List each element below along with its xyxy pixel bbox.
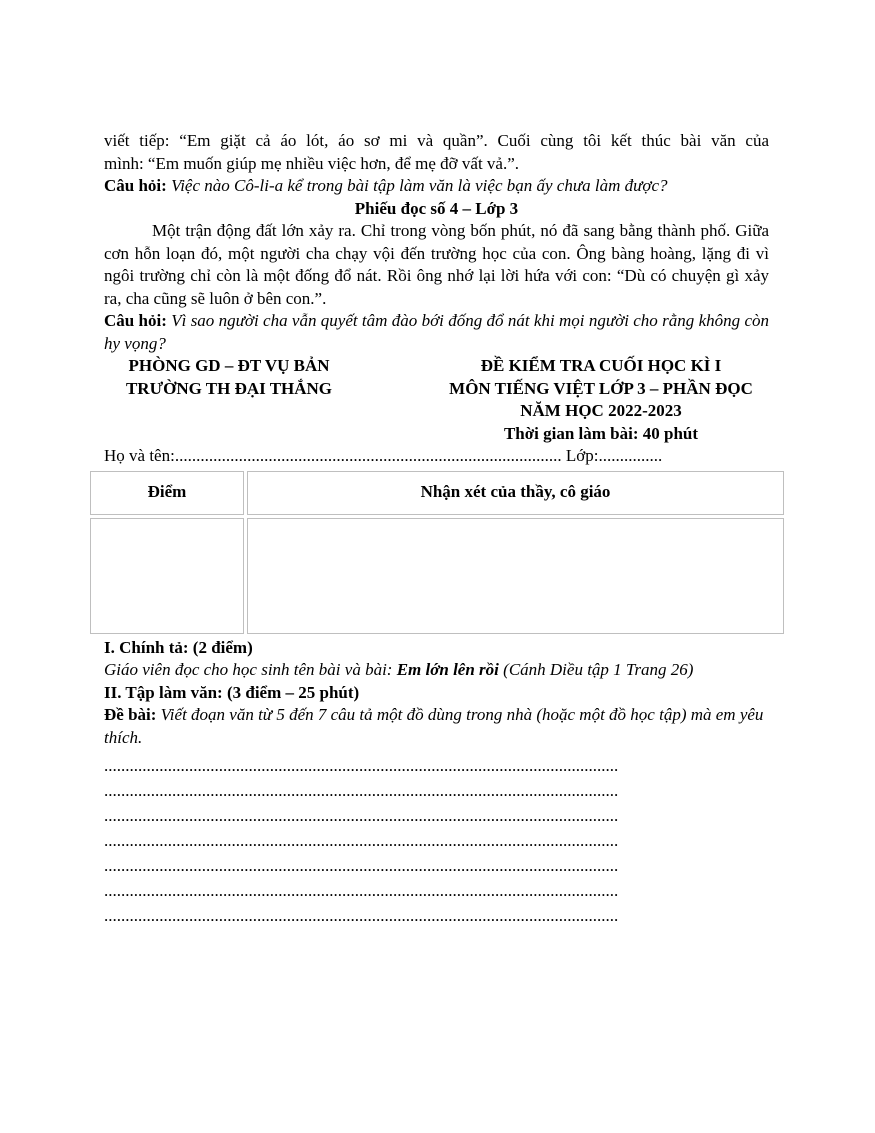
score-cell[interactable] [90, 518, 244, 634]
school-year: NĂM HỌC 2022-2023 [520, 401, 682, 420]
comment-header: Nhận xét của thầy, cô giáo [247, 471, 784, 515]
school-block [94, 355, 364, 445]
writing-line[interactable]: ......................................................................................................................... [104, 881, 619, 900]
writing-line[interactable]: ......................................................................................................................... [104, 906, 619, 925]
reading-title: Phiếu đọc số 4 – Lớp 3 [354, 198, 519, 218]
name-field[interactable]: ........................................................................................... [174, 446, 562, 465]
question-label: Câu hỏi: [104, 176, 167, 195]
question-3 [104, 175, 769, 198]
exam-title-block [401, 355, 801, 445]
name-label: Họ và tên: [104, 446, 175, 465]
comment-cell[interactable] [247, 518, 784, 634]
dictation-title: Em lớn lên rồi [396, 660, 499, 679]
writing-line[interactable]: ......................................................................................................................... [104, 856, 619, 875]
class-label: Lớp: [565, 446, 599, 465]
passage-line: viết tiếp: “Em giặt cả áo lót, áo sơ mi và quần”. Cuối cùng tôi kết thúc bài văn của [104, 131, 769, 150]
prompt-text: Viết đoạn văn từ 5 đến 7 câu tả một đồ dùng trong nhà (hoặc một đồ học tập) mà em yêu thích. [104, 705, 764, 747]
grade-table [87, 468, 787, 637]
passage-line: mình: “Em muốn giúp mẹ nhiều việc hơn, để mẹ đỡ vất vả.”. [104, 153, 520, 173]
section-2-prompt [104, 704, 769, 749]
student-info-line [104, 445, 769, 468]
section-1-source: (Cánh Diều tập 1 Trang 26) [498, 660, 694, 679]
section-1-instruction: Giáo viên đọc cho học sinh tên bài và bài: [104, 660, 397, 679]
time-limit: Thời gian làm bài: 40 phút [503, 423, 699, 443]
writing-area[interactable] [104, 753, 769, 928]
exam-title: ĐỀ KIỂM TRA CUỐI HỌC KÌ I [480, 356, 722, 375]
exam-subject: MÔN TIẾNG VIỆT LỚP 3 – PHẦN ĐỌC [449, 378, 753, 398]
question-text: Vì sao người cha vẫn quyết tâm đào bới đống đổ nát khi mọi người cho rằng không còn hy vọng? [104, 311, 770, 353]
score-header: Điểm [90, 471, 244, 515]
department-name: PHÒNG GD – ĐT VỤ BẢN [128, 356, 330, 375]
writing-line[interactable]: ......................................................................................................................... [104, 806, 619, 825]
document-page [104, 130, 769, 928]
section-2-heading: II. Tập làm văn: (3 điểm – 25 phút) [104, 682, 360, 702]
class-field[interactable]: ............... [598, 446, 663, 465]
reading-passage: Một trận động đất lớn xảy ra. Chỉ trong vòng bốn phút, nó đã sang bằng thành phố. Giữa cơn hỗn loạn đó, một người cha chạy vội đến trường học của con. Ông bàng hoàng, lặng đi vì ngôi trường chỉ còn là một đống đổ nát. Rồi ông nhớ lại lời hứa với con: “Dù có chuyện gì xảy ra, cha cũng sẽ luôn ở bên con.”. [104, 221, 769, 308]
question-text: Việc nào Cô-li-a kể trong bài tập làm văn là việc bạn ấy chưa làm được? [171, 176, 668, 195]
section-1-heading: I. Chính tả: (2 điểm) [104, 637, 253, 657]
exam-header [104, 355, 769, 445]
question-4 [104, 310, 769, 355]
question-label: Câu hỏi: [104, 311, 167, 330]
school-name: TRƯỜNG TH ĐẠI THẮNG [125, 378, 333, 398]
section-1-text [104, 659, 769, 682]
writing-line[interactable]: ......................................................................................................................... [104, 831, 619, 850]
prompt-label: Đề bài: [104, 705, 157, 724]
writing-line[interactable]: ......................................................................................................................... [104, 756, 619, 775]
writing-line[interactable]: ......................................................................................................................... [104, 781, 619, 800]
